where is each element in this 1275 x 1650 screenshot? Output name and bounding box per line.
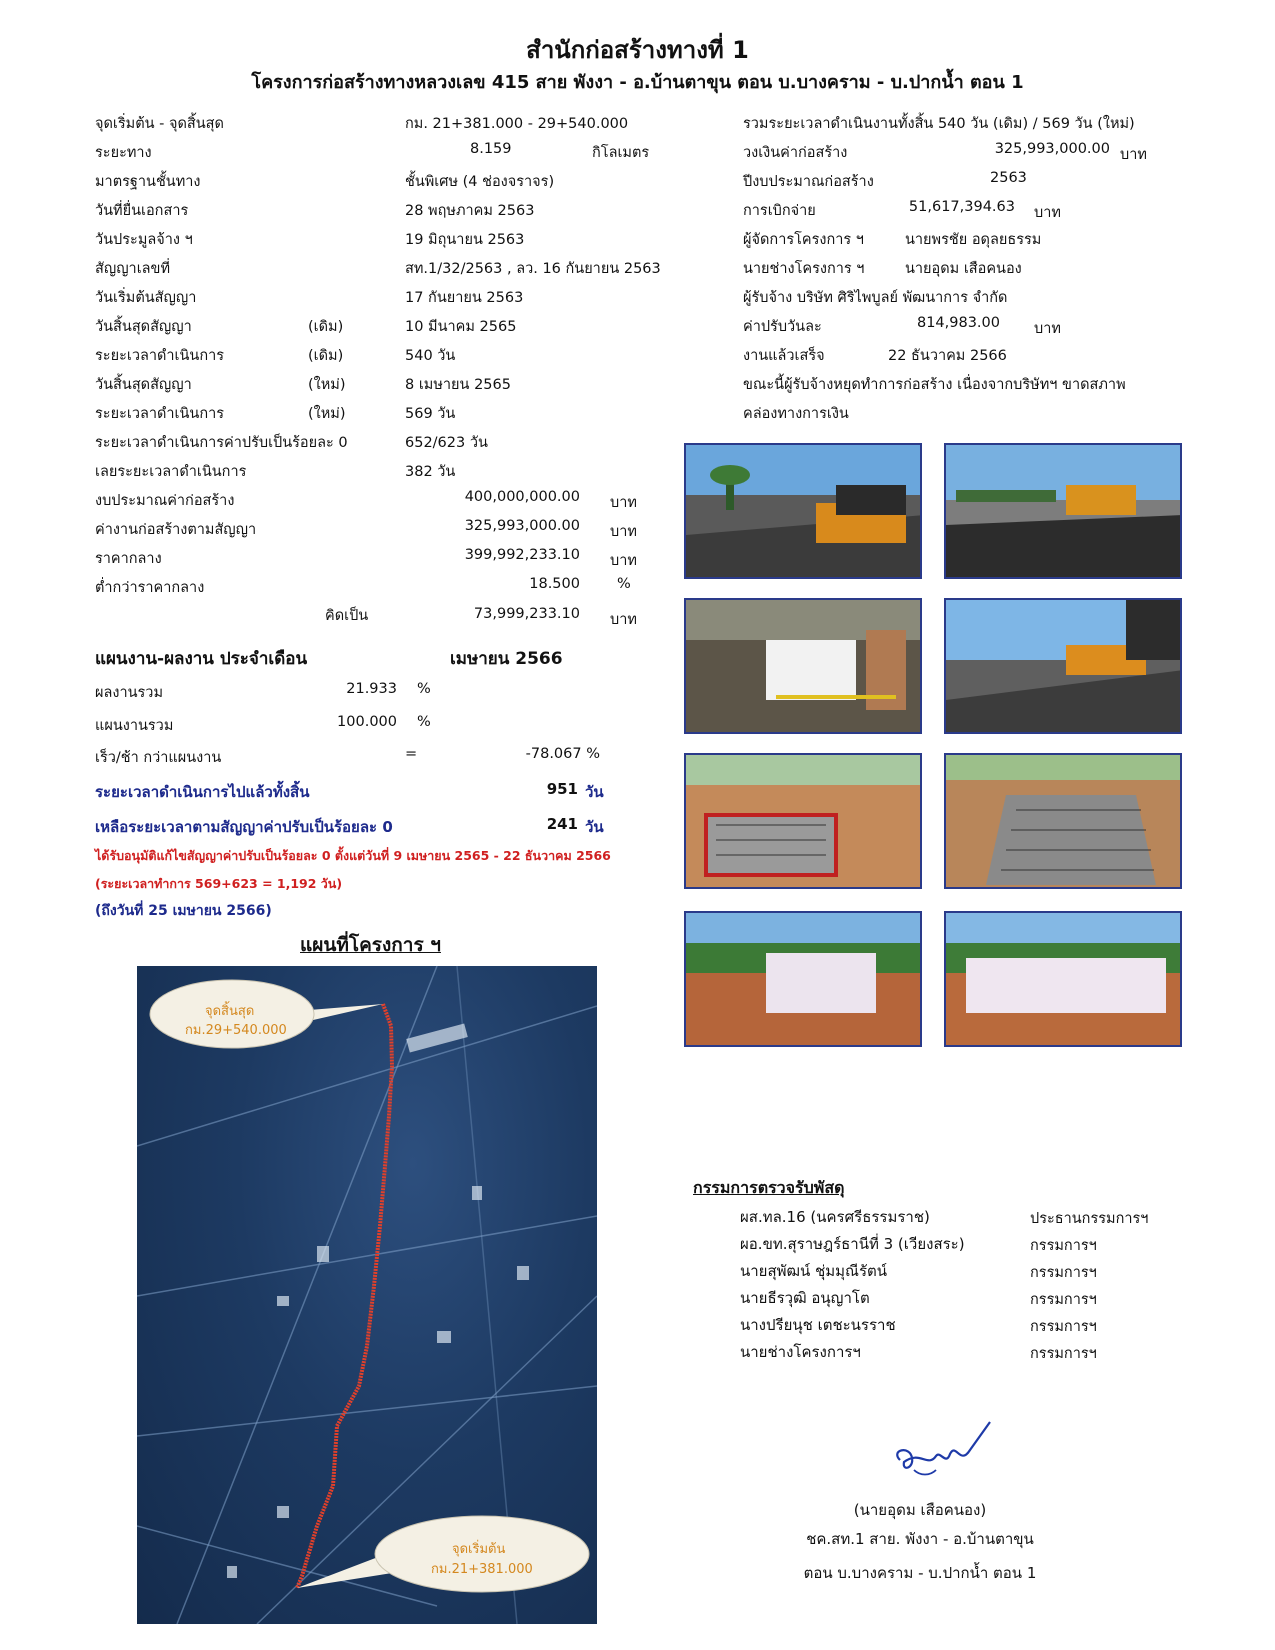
office-title: สำนักก่อสร้างทางที่ 1 — [526, 36, 749, 64]
planned-progress-unit: % — [417, 714, 431, 730]
photo-bridge-1 — [684, 911, 922, 1047]
detail-value: 540 วัน — [405, 348, 456, 364]
detail-value: 17 กันยายน 2563 — [405, 290, 524, 306]
elapsed-time-label: ระยะเวลาดำเนินการไปแล้วทั้งสิ้น — [95, 783, 310, 801]
below-median-label: ต่ำกว่าราคากลาง — [95, 580, 205, 596]
construction-budget-value: 325,993,000.00 — [994, 141, 1110, 157]
detail-value: สท.1/32/2563 , ลว. 16 กันยายน 2563 — [405, 261, 661, 277]
monthly-month: เมษายน 2566 — [450, 649, 563, 669]
committee-member-role: กรรมการฯ — [1030, 1238, 1097, 1254]
detail-unit: กิโลเมตร — [592, 145, 650, 161]
handwritten-signature — [880, 1420, 1010, 1490]
actual-progress-value: 21.933 — [346, 681, 397, 697]
remaining-time-value: 241 — [546, 815, 578, 833]
contract-unit: บาท — [610, 524, 637, 540]
below-median-value: 18.500 — [529, 576, 580, 592]
committee-heading: กรรมการตรวจรับพัสดุ — [693, 1178, 845, 1197]
contract-value: 325,993,000.00 — [464, 518, 580, 534]
project-manager-label: ผู้จัดการโครงการ ฯ — [743, 232, 864, 248]
equivalent-label: คิดเป็น — [325, 608, 369, 624]
actual-progress-label: ผลงานรวม — [95, 685, 164, 701]
detail-qualifier: (เดิม) — [308, 319, 344, 335]
detail-label: ระยะเวลาดำเนินการค่าปรับเป็นร้อยละ 0 — [95, 435, 348, 451]
detail-label: วันเริ่มต้นสัญญา — [95, 290, 197, 306]
detail-value: 8 เมษายน 2565 — [405, 377, 511, 393]
elapsed-time-unit: วัน — [585, 783, 604, 801]
project-manager-value: นายพรชัย อดุลยธรรม — [905, 232, 1042, 248]
daily-fine-value: 814,983.00 — [916, 315, 1000, 331]
actual-progress-unit: % — [417, 681, 431, 697]
detail-label: สัญญาเลขที่ — [95, 261, 171, 277]
approval-note: ได้รับอนุมัติแก้ไขสัญญาค่าปรับเป็นร้อยละ 0 ตั้งแต่วันที่ 9 เมษายน 2565 - 22 ธันวาคม 2566 — [95, 848, 611, 863]
end-point-label: จุดสิ้นสุด — [205, 1004, 255, 1019]
construction-budget-unit: บาท — [1120, 147, 1147, 163]
median-price-value: 399,992,233.10 — [464, 547, 580, 563]
status-note-line1: ขณะนี้ผู้รับจ้างหยุดทำการก่อสร้าง เนื่องจากบริษัทฯ ขาดสภาพ — [743, 377, 1126, 393]
committee-member-role: กรรมการฯ — [1030, 1265, 1097, 1281]
median-price-label: ราคากลาง — [95, 551, 162, 567]
daily-fine-unit: บาท — [1034, 321, 1061, 337]
signatory-title-line2: ตอน บ.บางคราม - บ.ปากน้ำ ตอน 1 — [803, 1564, 1037, 1582]
monthly-heading: แผนงาน-ผลงาน ประจำเดือน — [95, 649, 308, 669]
photo-roller — [944, 598, 1182, 734]
fiscal-year-label: ปีงบประมาณก่อสร้าง — [743, 174, 874, 190]
photo-survey — [684, 598, 922, 734]
project-title: โครงการก่อสร้างทางหลวงเลข 415 สาย พังงา - อ.บ้านตาขุน ตอน บ.บางคราม - บ.ปากน้ำ ตอน 1 — [251, 72, 1024, 93]
start-point-label: จุดเริ่มต้น — [452, 1542, 506, 1557]
committee-member-name: นายธีรวุฒิ อนุญาโต — [740, 1289, 870, 1307]
committee-member-role: ประธานกรรมการฯ — [1030, 1211, 1149, 1227]
start-point-callout — [297, 1516, 589, 1592]
map-graphic — [137, 966, 597, 1624]
as-of-date: (ถึงวันที่ 25 เมษายน 2566) — [95, 903, 272, 919]
detail-qualifier: (ใหม่) — [308, 406, 346, 422]
completion-label: งานแล้วเสร็จ — [743, 348, 825, 364]
photo-bridge-2 — [944, 911, 1182, 1047]
remaining-time-label: เหลือระยะเวลาตามสัญญาค่าปรับเป็นร้อยละ 0 — [95, 818, 393, 836]
disbursement-value: 51,617,394.63 — [908, 199, 1015, 215]
budget-value: 400,000,000.00 — [464, 489, 580, 505]
below-median-unit: % — [617, 576, 631, 592]
detail-label: มาตรฐานชั้นทาง — [95, 174, 201, 190]
fiscal-year-value: 2563 — [990, 170, 1027, 186]
committee-member-role: กรรมการฯ — [1030, 1346, 1097, 1362]
signatory-name: (นายอุดม เสือคนอง) — [853, 1501, 987, 1519]
detail-label: เลยระยะเวลาดำเนินการ — [95, 464, 247, 480]
equivalent-unit: บาท — [610, 612, 637, 628]
schedule-variance-value: -78.067 % — [525, 746, 600, 762]
photo-paving-2 — [944, 443, 1182, 579]
planned-progress-value: 100.000 — [337, 714, 397, 730]
schedule-variance-label: เร็ว/ช้า กว่าแผนงาน — [95, 750, 222, 766]
map-heading: แผนที่โครงการ ฯ — [300, 934, 441, 956]
project-map — [137, 966, 597, 1624]
committee-member-role: กรรมการฯ — [1030, 1292, 1097, 1308]
committee-member-name: นางปรียนุช เตชะนรราช — [740, 1316, 896, 1334]
detail-qualifier: (ใหม่) — [308, 377, 346, 393]
committee-member-name: นายช่างโครงการฯ — [740, 1343, 861, 1361]
budget-unit: บาท — [610, 495, 637, 511]
elapsed-time-value: 951 — [546, 780, 578, 798]
detail-value: 10 มีนาคม 2565 — [405, 319, 517, 335]
construction-budget-label: วงเงินค่าก่อสร้าง — [743, 145, 848, 161]
route-line — [297, 1004, 392, 1588]
photo-rebar — [944, 753, 1182, 889]
photo-paving-1 — [684, 443, 922, 579]
equivalent-value: 73,999,233.10 — [473, 606, 580, 622]
detail-value: 652/623 วัน — [405, 435, 488, 451]
detail-value: 569 วัน — [405, 406, 456, 422]
photo-formwork-1 — [684, 753, 922, 889]
start-point-km: กม.21+381.000 — [431, 1562, 533, 1577]
budget-label: งบประมาณค่าก่อสร้าง — [95, 493, 235, 509]
committee-member-name: ผส.ทล.16 (นครศรีธรรมราช) — [740, 1208, 930, 1226]
committee-member-role: กรรมการฯ — [1030, 1319, 1097, 1335]
detail-label: จุดเริ่มต้น - จุดสิ้นสุด — [95, 116, 224, 132]
detail-qualifier: (เดิม) — [308, 348, 344, 364]
planned-progress-label: แผนงานรวม — [95, 718, 174, 734]
detail-value: 19 มิถุนายน 2563 — [405, 232, 525, 248]
detail-value: กม. 21+381.000 - 29+540.000 — [405, 116, 629, 132]
contractor-text: ผู้รับจ้าง บริษัท ศิริไพบูลย์ พัฒนาการ จำกัด — [743, 290, 1008, 306]
duration-note: (ระยะเวลาทำการ 569+623 = 1,192 วัน) — [95, 876, 343, 891]
detail-value: ชั้นพิเศษ (4 ช่องจราจร) — [405, 174, 555, 190]
daily-fine-label: ค่าปรับวันละ — [743, 319, 822, 335]
detail-label: วันที่ยื่นเอกสาร — [95, 203, 189, 219]
schedule-variance-equals: = — [405, 746, 418, 762]
detail-label: วันสิ้นสุดสัญญา — [95, 377, 192, 393]
remaining-time-unit: วัน — [585, 818, 604, 836]
disbursement-unit: บาท — [1034, 205, 1061, 221]
median-price-unit: บาท — [610, 553, 637, 569]
detail-label: ระยะเวลาดำเนินการ — [95, 406, 225, 422]
detail-value: 8.159 — [470, 141, 512, 157]
detail-label: ระยะเวลาดำเนินการ — [95, 348, 225, 364]
signatory-title-line1: ชค.สท.1 สาย. พังงา - อ.บ้านตาขุน — [806, 1530, 1034, 1548]
disbursement-label: การเบิกจ่าย — [743, 203, 816, 219]
detail-label: ระยะทาง — [95, 145, 152, 161]
detail-label: วันประมูลจ้าง ฯ — [95, 232, 193, 248]
committee-member-name: ผอ.ขท.สุราษฎร์ธานีที่ 3 (เวียงสระ) — [740, 1235, 965, 1253]
project-engineer-label: นายช่างโครงการ ฯ — [743, 261, 865, 277]
committee-member-name: นายสุพัฒน์ ชุ่มมุณีรัตน์ — [740, 1262, 888, 1280]
project-engineer-value: นายอุดม เสือคนอง — [905, 261, 1022, 277]
completion-value: 22 ธันวาคม 2566 — [888, 348, 1007, 364]
end-point-km: กม.29+540.000 — [185, 1023, 287, 1038]
detail-label: วันสิ้นสุดสัญญา — [95, 319, 192, 335]
status-note-line2: คล่องทางการเงิน — [743, 406, 849, 422]
total-duration-text: รวมระยะเวลาดำเนินงานทั้งสิ้น 540 วัน (เดิม) / 569 วัน (ใหม่) — [743, 116, 1135, 132]
detail-value: 382 วัน — [405, 464, 456, 480]
detail-value: 28 พฤษภาคม 2563 — [405, 203, 535, 219]
contract-value-label: ค่างานก่อสร้างตามสัญญา — [95, 522, 257, 538]
